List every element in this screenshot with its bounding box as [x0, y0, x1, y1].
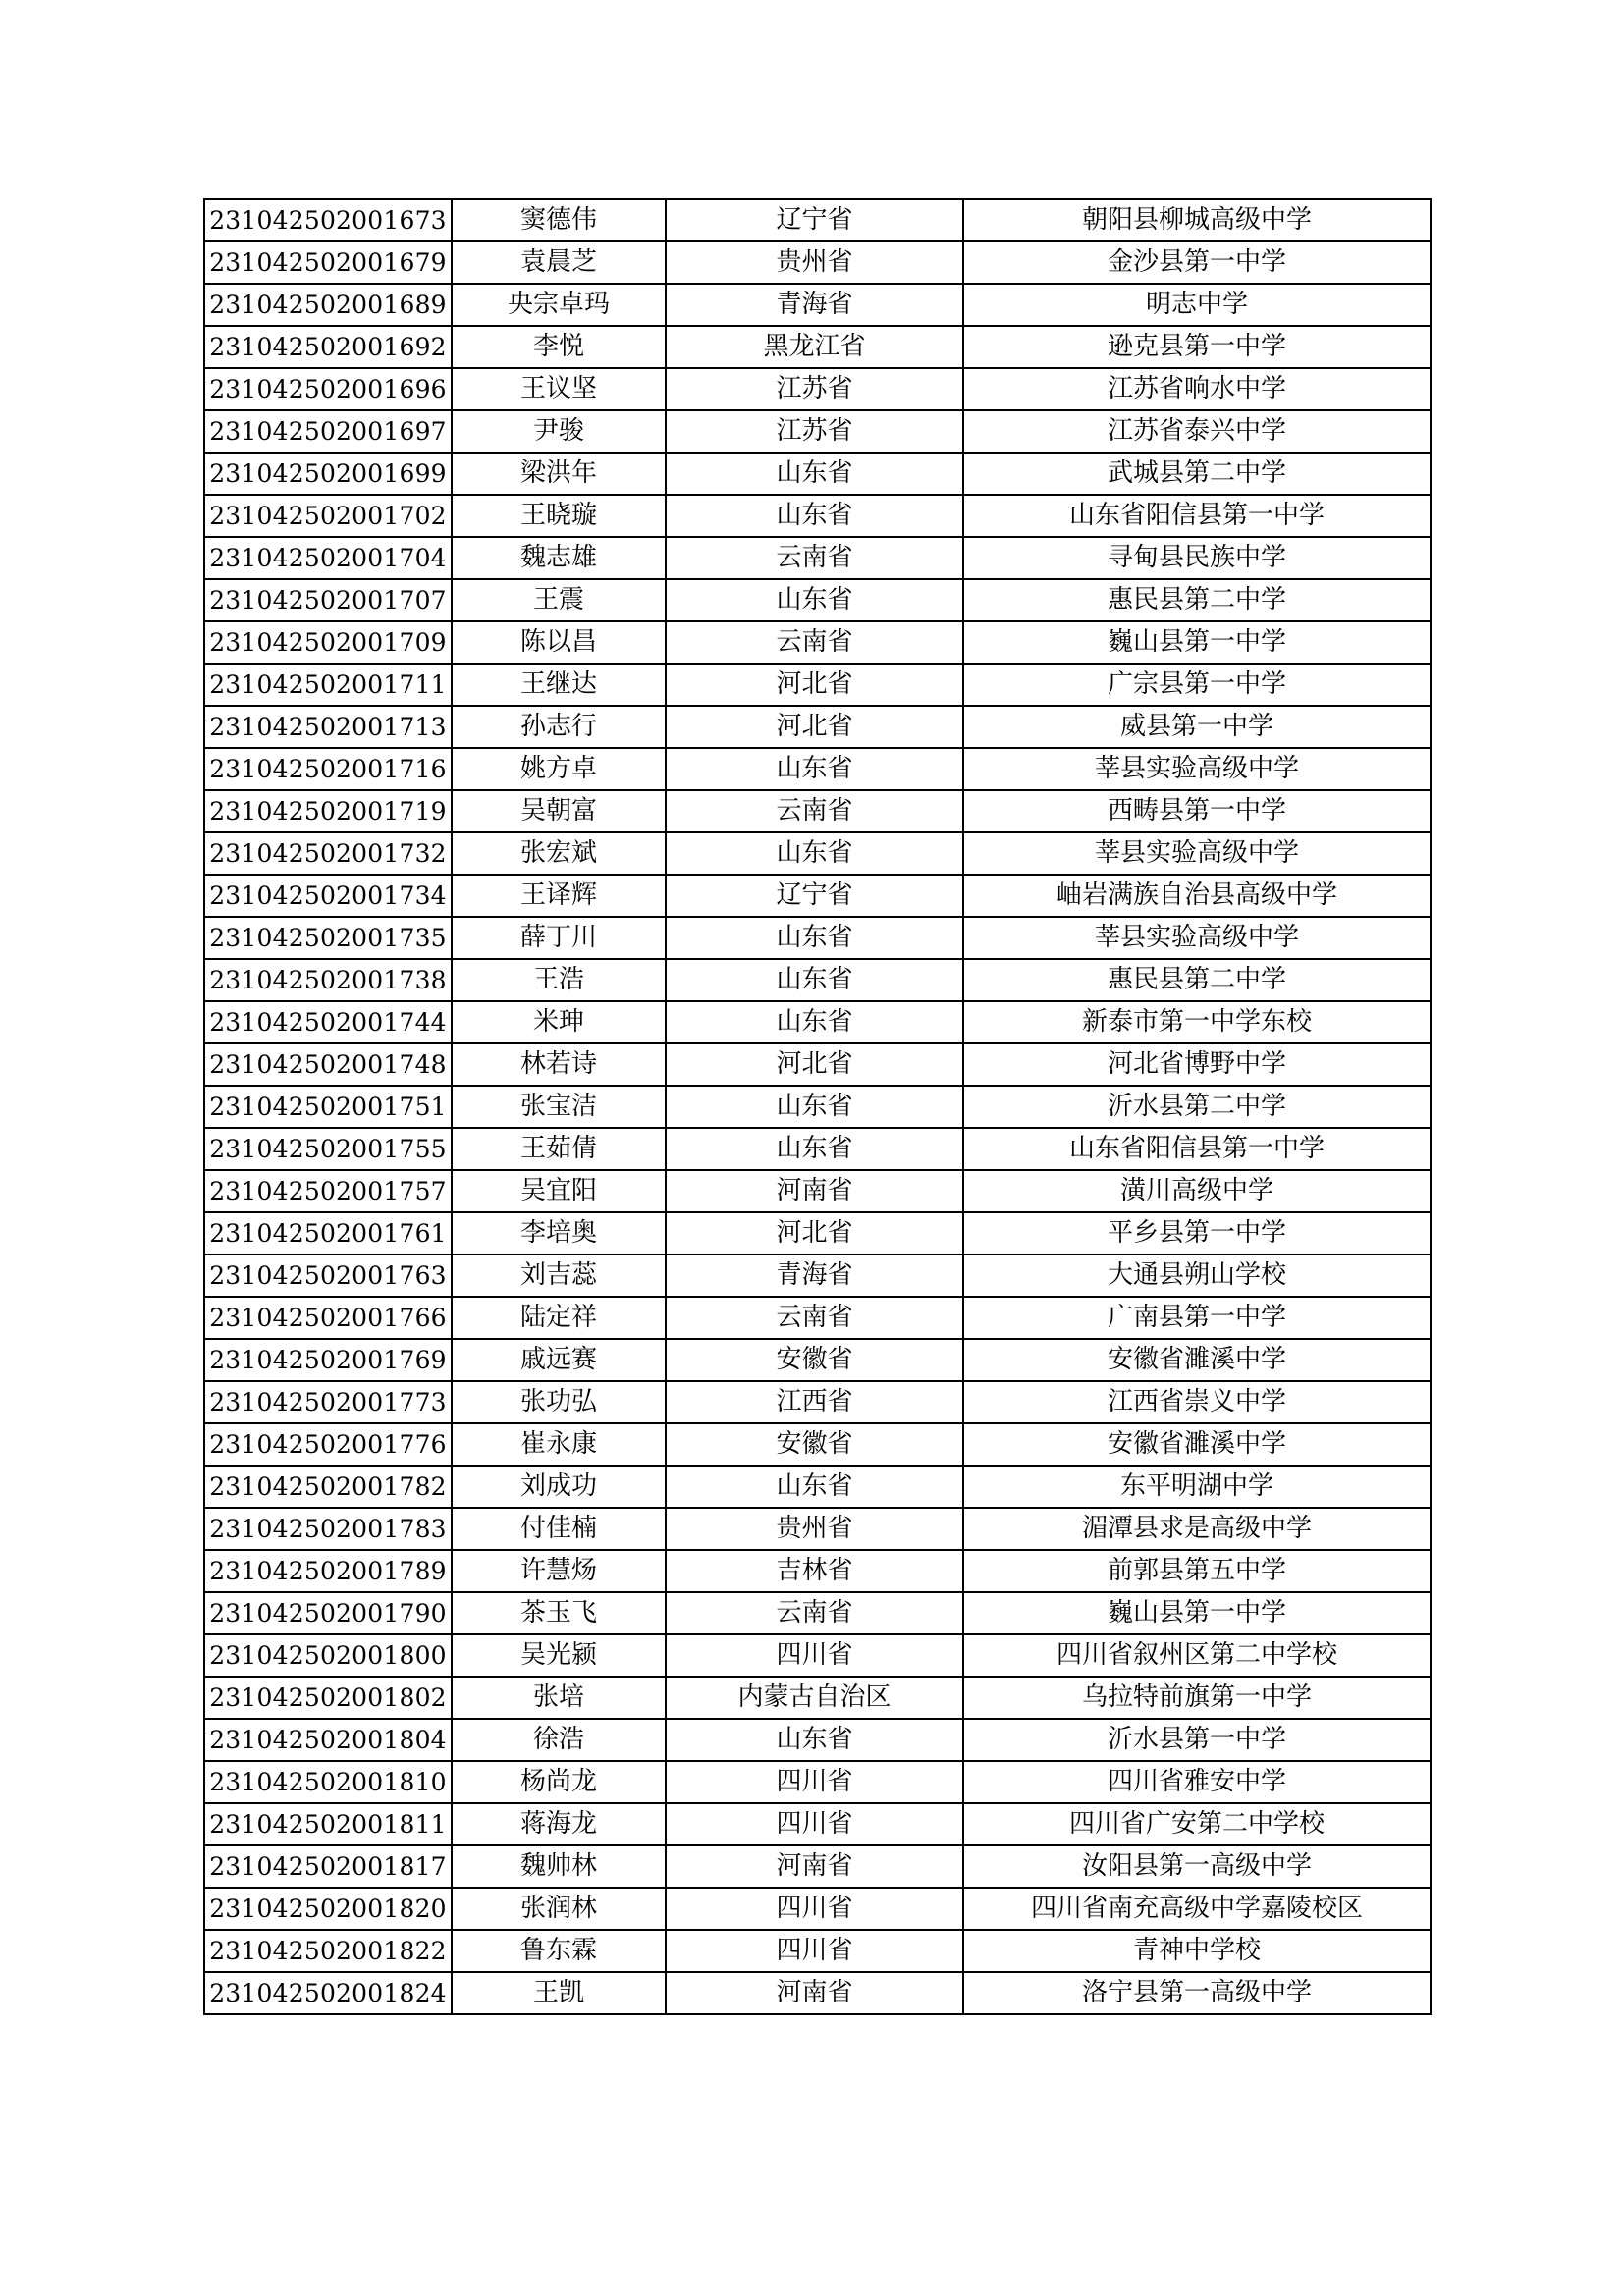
school-cell: 江苏省泰兴中学	[963, 410, 1431, 453]
school-cell: 湄潭县求是高级中学	[963, 1508, 1431, 1550]
student-name-cell: 张宝洁	[452, 1086, 666, 1128]
table-row	[204, 1381, 1431, 1423]
province-cell: 安徽省	[666, 1339, 963, 1381]
table-row	[204, 1170, 1431, 1212]
student-name-cell: 张培	[452, 1677, 666, 1719]
candidate-id-cell: 231042502001817	[204, 1845, 452, 1888]
student-name-cell: 蒋海龙	[452, 1803, 666, 1845]
province-cell: 四川省	[666, 1803, 963, 1845]
table-row	[204, 1128, 1431, 1170]
candidate-id-cell: 231042502001810	[204, 1761, 452, 1803]
school-cell: 惠民县第二中学	[963, 959, 1431, 1001]
province-cell: 江苏省	[666, 410, 963, 453]
table-row	[204, 1888, 1431, 1930]
school-cell: 广宗县第一中学	[963, 664, 1431, 706]
candidate-id-cell: 231042502001761	[204, 1212, 452, 1255]
table-body	[204, 199, 1431, 2014]
student-name-cell: 王茹倩	[452, 1128, 666, 1170]
school-cell: 前郭县第五中学	[963, 1550, 1431, 1592]
school-cell: 武城县第二中学	[963, 453, 1431, 495]
province-cell: 四川省	[666, 1761, 963, 1803]
school-cell: 四川省叙州区第二中学校	[963, 1634, 1431, 1677]
school-cell: 莘县实验高级中学	[963, 832, 1431, 875]
table-row	[204, 664, 1431, 706]
table-row	[204, 284, 1431, 326]
province-cell: 山东省	[666, 495, 963, 537]
table-row	[204, 621, 1431, 664]
student-name-cell: 王议坚	[452, 368, 666, 410]
province-cell: 云南省	[666, 1297, 963, 1339]
school-cell: 汝阳县第一高级中学	[963, 1845, 1431, 1888]
province-cell: 山东省	[666, 748, 963, 790]
candidate-id-cell: 231042502001804	[204, 1719, 452, 1761]
student-name-cell: 茶玉飞	[452, 1592, 666, 1634]
student-name-cell: 崔永康	[452, 1423, 666, 1466]
table-row	[204, 875, 1431, 917]
school-cell: 潢川高级中学	[963, 1170, 1431, 1212]
candidate-id-cell: 231042502001734	[204, 875, 452, 917]
table-row	[204, 1255, 1431, 1297]
school-cell: 威县第一中学	[963, 706, 1431, 748]
province-cell: 河南省	[666, 1972, 963, 2014]
table-row	[204, 495, 1431, 537]
candidate-id-cell: 231042502001782	[204, 1466, 452, 1508]
candidate-id-cell: 231042502001673	[204, 199, 452, 241]
student-name-cell: 戚远赛	[452, 1339, 666, 1381]
table-row	[204, 1043, 1431, 1086]
province-cell: 山东省	[666, 579, 963, 621]
candidate-id-cell: 231042502001773	[204, 1381, 452, 1423]
student-name-cell: 梁洪年	[452, 453, 666, 495]
candidate-id-cell: 231042502001744	[204, 1001, 452, 1043]
province-cell: 山东省	[666, 1001, 963, 1043]
school-cell: 四川省南充高级中学嘉陵校区	[963, 1888, 1431, 1930]
province-cell: 江西省	[666, 1381, 963, 1423]
student-name-cell: 窦德伟	[452, 199, 666, 241]
school-cell: 沂水县第二中学	[963, 1086, 1431, 1128]
student-name-cell: 付佳楠	[452, 1508, 666, 1550]
student-name-cell: 徐浩	[452, 1719, 666, 1761]
candidate-id-cell: 231042502001757	[204, 1170, 452, 1212]
candidate-id-cell: 231042502001802	[204, 1677, 452, 1719]
candidate-id-cell: 231042502001719	[204, 790, 452, 832]
candidate-id-cell: 231042502001692	[204, 326, 452, 368]
table-row	[204, 832, 1431, 875]
province-cell: 黑龙江省	[666, 326, 963, 368]
school-cell: 岫岩满族自治县高级中学	[963, 875, 1431, 917]
school-cell: 江苏省响水中学	[963, 368, 1431, 410]
table-row	[204, 1634, 1431, 1677]
candidate-id-cell: 231042502001763	[204, 1255, 452, 1297]
student-name-cell: 米珅	[452, 1001, 666, 1043]
province-cell: 四川省	[666, 1634, 963, 1677]
table-row	[204, 706, 1431, 748]
candidate-id-cell: 231042502001716	[204, 748, 452, 790]
student-name-cell: 鲁东霖	[452, 1930, 666, 1972]
table-row	[204, 410, 1431, 453]
school-cell: 江西省崇义中学	[963, 1381, 1431, 1423]
candidate-id-cell: 231042502001790	[204, 1592, 452, 1634]
school-cell: 青神中学校	[963, 1930, 1431, 1972]
table-row	[204, 537, 1431, 579]
candidate-id-cell: 231042502001776	[204, 1423, 452, 1466]
school-cell: 大通县朔山学校	[963, 1255, 1431, 1297]
student-name-cell: 王晓璇	[452, 495, 666, 537]
candidate-id-cell: 231042502001696	[204, 368, 452, 410]
student-name-cell: 张润林	[452, 1888, 666, 1930]
student-name-cell: 张宏斌	[452, 832, 666, 875]
table-row	[204, 1001, 1431, 1043]
table-row	[204, 241, 1431, 284]
student-name-cell: 姚方卓	[452, 748, 666, 790]
candidate-id-cell: 231042502001783	[204, 1508, 452, 1550]
candidate-id-cell: 231042502001702	[204, 495, 452, 537]
candidate-id-cell: 231042502001755	[204, 1128, 452, 1170]
student-name-cell: 王浩	[452, 959, 666, 1001]
table-row	[204, 199, 1431, 241]
student-name-cell: 王继达	[452, 664, 666, 706]
candidate-id-cell: 231042502001751	[204, 1086, 452, 1128]
student-name-cell: 魏帅林	[452, 1845, 666, 1888]
province-cell: 四川省	[666, 1888, 963, 1930]
school-cell: 新泰市第一中学东校	[963, 1001, 1431, 1043]
province-cell: 云南省	[666, 790, 963, 832]
province-cell: 河北省	[666, 1212, 963, 1255]
table-row	[204, 1719, 1431, 1761]
province-cell: 山东省	[666, 832, 963, 875]
table-row	[204, 1677, 1431, 1719]
school-cell: 惠民县第二中学	[963, 579, 1431, 621]
table-row	[204, 1550, 1431, 1592]
student-name-cell: 吴宜阳	[452, 1170, 666, 1212]
candidate-id-cell: 231042502001769	[204, 1339, 452, 1381]
student-name-cell: 吴朝富	[452, 790, 666, 832]
school-cell: 巍山县第一中学	[963, 1592, 1431, 1634]
table-row	[204, 1339, 1431, 1381]
province-cell: 河北省	[666, 706, 963, 748]
table-row	[204, 917, 1431, 959]
school-cell: 四川省雅安中学	[963, 1761, 1431, 1803]
candidate-id-cell: 231042502001711	[204, 664, 452, 706]
school-cell: 洛宁县第一高级中学	[963, 1972, 1431, 2014]
province-cell: 河北省	[666, 664, 963, 706]
province-cell: 安徽省	[666, 1423, 963, 1466]
candidate-id-cell: 231042502001709	[204, 621, 452, 664]
table-row	[204, 1423, 1431, 1466]
table-row	[204, 1972, 1431, 2014]
candidate-id-cell: 231042502001704	[204, 537, 452, 579]
student-name-cell: 王凯	[452, 1972, 666, 2014]
candidate-id-cell: 231042502001689	[204, 284, 452, 326]
province-cell: 山东省	[666, 453, 963, 495]
table-row	[204, 1803, 1431, 1845]
candidate-id-cell: 231042502001822	[204, 1930, 452, 1972]
province-cell: 云南省	[666, 621, 963, 664]
province-cell: 山东省	[666, 959, 963, 1001]
candidate-id-cell: 231042502001811	[204, 1803, 452, 1845]
province-cell: 内蒙古自治区	[666, 1677, 963, 1719]
student-name-cell: 王译辉	[452, 875, 666, 917]
student-name-cell: 魏志雄	[452, 537, 666, 579]
school-cell: 巍山县第一中学	[963, 621, 1431, 664]
province-cell: 辽宁省	[666, 199, 963, 241]
province-cell: 江苏省	[666, 368, 963, 410]
school-cell: 莘县实验高级中学	[963, 748, 1431, 790]
school-cell: 逊克县第一中学	[963, 326, 1431, 368]
candidate-id-cell: 231042502001738	[204, 959, 452, 1001]
province-cell: 四川省	[666, 1930, 963, 1972]
province-cell: 辽宁省	[666, 875, 963, 917]
candidate-id-cell: 231042502001699	[204, 453, 452, 495]
province-cell: 河南省	[666, 1170, 963, 1212]
school-cell: 朝阳县柳城高级中学	[963, 199, 1431, 241]
school-cell: 西畴县第一中学	[963, 790, 1431, 832]
table-row	[204, 959, 1431, 1001]
student-name-cell: 袁晨芝	[452, 241, 666, 284]
school-cell: 广南县第一中学	[963, 1297, 1431, 1339]
student-name-cell: 林若诗	[452, 1043, 666, 1086]
table-row	[204, 453, 1431, 495]
student-name-cell: 陈以昌	[452, 621, 666, 664]
table-row	[204, 1466, 1431, 1508]
table-row	[204, 1845, 1431, 1888]
school-cell: 安徽省濉溪中学	[963, 1423, 1431, 1466]
table-row	[204, 1086, 1431, 1128]
table-row	[204, 1592, 1431, 1634]
candidate-id-cell: 231042502001713	[204, 706, 452, 748]
school-cell: 四川省广安第二中学校	[963, 1803, 1431, 1845]
candidate-id-cell: 231042502001735	[204, 917, 452, 959]
student-name-cell: 刘吉蕊	[452, 1255, 666, 1297]
student-name-cell: 吴光颍	[452, 1634, 666, 1677]
student-name-cell: 陆定祥	[452, 1297, 666, 1339]
candidate-id-cell: 231042502001820	[204, 1888, 452, 1930]
school-cell: 平乡县第一中学	[963, 1212, 1431, 1255]
province-cell: 贵州省	[666, 1508, 963, 1550]
table-row	[204, 1297, 1431, 1339]
school-cell: 莘县实验高级中学	[963, 917, 1431, 959]
student-name-cell: 孙志行	[452, 706, 666, 748]
school-cell: 山东省阳信县第一中学	[963, 1128, 1431, 1170]
table-row	[204, 1212, 1431, 1255]
school-cell: 明志中学	[963, 284, 1431, 326]
candidate-id-cell: 231042502001824	[204, 1972, 452, 2014]
table-row	[204, 790, 1431, 832]
school-cell: 河北省博野中学	[963, 1043, 1431, 1086]
province-cell: 河南省	[666, 1845, 963, 1888]
student-name-cell: 刘成功	[452, 1466, 666, 1508]
province-cell: 河北省	[666, 1043, 963, 1086]
school-cell: 安徽省濉溪中学	[963, 1339, 1431, 1381]
student-name-cell: 薛丁川	[452, 917, 666, 959]
student-name-cell: 李培奥	[452, 1212, 666, 1255]
candidate-id-cell: 231042502001707	[204, 579, 452, 621]
province-cell: 山东省	[666, 1086, 963, 1128]
school-cell: 山东省阳信县第一中学	[963, 495, 1431, 537]
candidate-id-cell: 231042502001679	[204, 241, 452, 284]
province-cell: 山东省	[666, 1719, 963, 1761]
province-cell: 山东省	[666, 1128, 963, 1170]
province-cell: 山东省	[666, 917, 963, 959]
student-name-cell: 杨尚龙	[452, 1761, 666, 1803]
school-cell: 金沙县第一中学	[963, 241, 1431, 284]
province-cell: 青海省	[666, 1255, 963, 1297]
student-name-cell: 王震	[452, 579, 666, 621]
student-name-cell: 央宗卓玛	[452, 284, 666, 326]
school-cell: 寻甸县民族中学	[963, 537, 1431, 579]
school-cell: 乌拉特前旗第一中学	[963, 1677, 1431, 1719]
province-cell: 云南省	[666, 537, 963, 579]
candidate-id-cell: 231042502001766	[204, 1297, 452, 1339]
candidate-id-cell: 231042502001732	[204, 832, 452, 875]
student-name-cell: 尹骏	[452, 410, 666, 453]
student-list-table	[203, 198, 1432, 2015]
province-cell: 贵州省	[666, 241, 963, 284]
table-row	[204, 326, 1431, 368]
table-row	[204, 1930, 1431, 1972]
province-cell: 青海省	[666, 284, 963, 326]
table-row	[204, 1508, 1431, 1550]
candidate-id-cell: 231042502001697	[204, 410, 452, 453]
candidate-id-cell: 231042502001800	[204, 1634, 452, 1677]
province-cell: 吉林省	[666, 1550, 963, 1592]
student-name-cell: 李悦	[452, 326, 666, 368]
table-row	[204, 1761, 1431, 1803]
school-cell: 东平明湖中学	[963, 1466, 1431, 1508]
table-row	[204, 748, 1431, 790]
province-cell: 云南省	[666, 1592, 963, 1634]
candidate-id-cell: 231042502001748	[204, 1043, 452, 1086]
student-name-cell: 张功弘	[452, 1381, 666, 1423]
table-row	[204, 579, 1431, 621]
school-cell: 沂水县第一中学	[963, 1719, 1431, 1761]
student-name-cell: 许慧炀	[452, 1550, 666, 1592]
province-cell: 山东省	[666, 1466, 963, 1508]
candidate-id-cell: 231042502001789	[204, 1550, 452, 1592]
table-row	[204, 368, 1431, 410]
